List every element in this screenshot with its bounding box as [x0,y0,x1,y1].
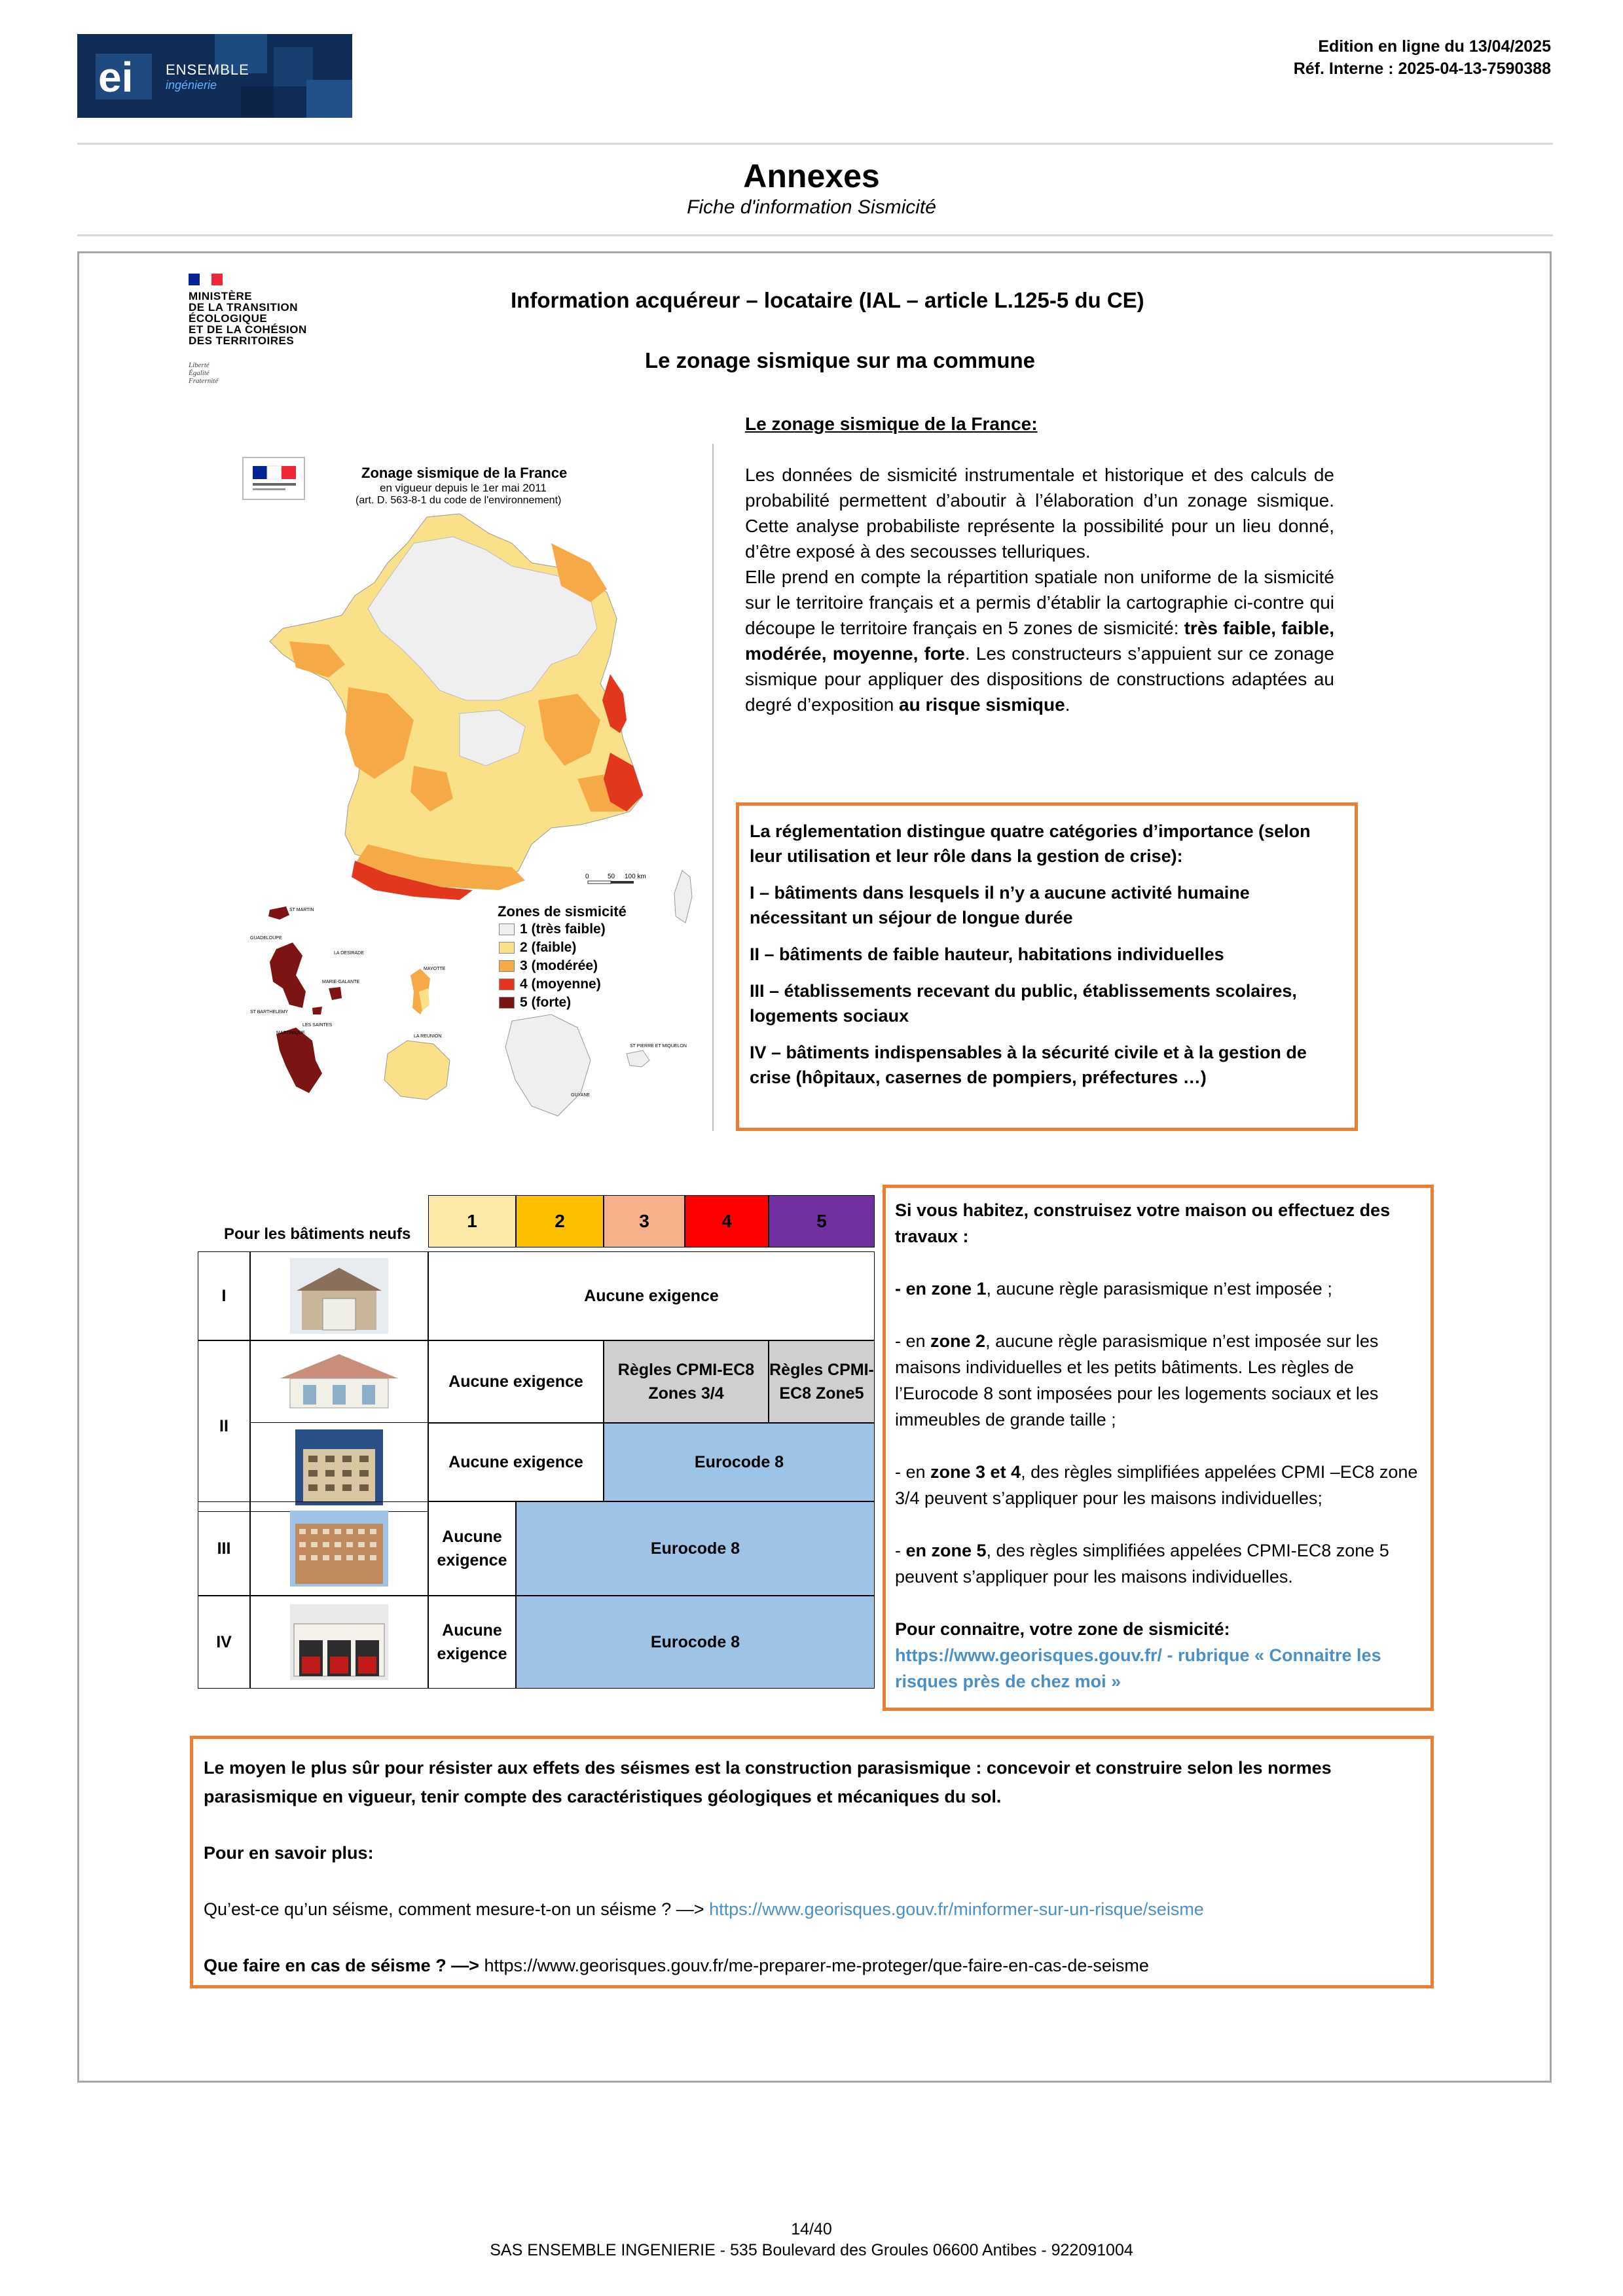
habitat-box [883,1185,1434,1711]
regulation-item-I: I – bâtiments dans lesquels il n’y a aucune activité humaine nécessitant un séjour de longue durée [750,883,1250,927]
zonage-paragraph-2: Elle prend en compte la répartition spatiale non uniforme de la sismicité sur le territoire français et a permis d’établir la cartographie ci-contre qui découpe le territoire français en 5 zones de sismicité: très faible, faible, modérée, moyenne, forte. Les constructeurs s’appuient sur ce zonage sismique pour appliquer des dispositions de constructions adaptées au degré d’exposition au risque sismique. [745,567,1334,715]
subtitle-divider [77,234,1553,236]
legend-swatch [499,924,515,935]
habitat-know-zone: Pour connaitre, votre zone de sismicité: https://www.georisques.gouv.fr/ - rubrique « Connaitre les risques près de chez moi » [895,1619,1381,1691]
scale-label-0: 0 [585,873,589,880]
row-III-category: III [198,1501,250,1596]
zonage-paragraph-1: Les données de sismicité instrumentale et historique et des calculs de probabilité permettent d’aboutir à l’élaboration d’un zonage sismique. Cette analyse probabiliste représente la possibilité pour un lieu donné, d’être exposé à des secousses telluriques. [745,465,1334,562]
regulation-intro: La réglementation distingue quatre catégories d’importance (selon leur utilisation et leur rôle dans la gestion de crise): [750,821,1311,866]
map-reference: (art. D. 563-8-1 du code de l'environnement) [356,495,562,506]
row-II-apartment-photo-cell [250,1423,428,1512]
zone-header-3: 3 [604,1195,685,1247]
info-what-is-earthquake: Qu’est-ce qu’un séisme, comment mesure-t-on un séisme ? —> https://www.georisques.gouv.fr/minformer-sur-un-risque/seisme [204,1899,1204,1919]
ministry-name: MINISTÈRE DE LA TRANSITION ÉCOLOGIQUE ET DE LA COHÉSION DES TERRITOIRES [189,290,307,347]
island-label-reunion: LA REUNION [414,1034,442,1039]
footer-company: SAS ENSEMBLE INGENIERIE - 535 Boulevard des Groules 06600 Antibes - 922091004 [490,2241,1133,2259]
legend-item-zone1: 1 (très faible) [499,922,606,937]
page-number: 14/40 [791,2220,832,2238]
building-I-photo-icon [290,1258,388,1334]
building-II-house-photo-icon [274,1349,405,1414]
page-title: Annexes [743,158,880,194]
habitat-intro: Si vous habitez, construisez votre maison ou effectuez des travaux : [895,1200,1391,1246]
page-subtitle: Fiche d'information Sismicité [687,196,936,218]
zone-header-5: 5 [769,1195,875,1247]
row-I-category: I [198,1251,250,1340]
row-II-house-photo-cell [250,1340,428,1423]
que-faire-link[interactable]: https://www.georisques.gouv.fr/me-preparer-me-proteger/que-faire-en-cas-de-seisme [479,1956,1149,1975]
info-paragraph-1: Le moyen le plus sûr pour résister aux effets des séismes est la construction parasismique : concevoir et construire selon les normes parasismique en vigueur, tenir compte des caractéristiques géologiques et mécaniques du sol. [204,1758,1332,1806]
logo-text: ENSEMBLE [166,62,249,78]
logo-mark-icon [96,54,152,99]
habitat-zone5: - en zone 5, des règles simplifiées appelées CPMI-EC8 zone 5 peuvent s’appliquer pour les maisons individuelles. [895,1541,1389,1587]
regulation-item-III: III – établissements recevant du public, établissements scolaires, logements sociaux [750,981,1297,1026]
row-IV-zone2345: Eurocode 8 [516,1596,875,1689]
legend-item-zone5: 5 (forte) [499,995,571,1011]
regulation-box [736,802,1358,1131]
island-label-guyane: GUYANE [571,1093,591,1098]
legend-title: Zones de sismicité [498,903,627,920]
island-label-martinique: MARTINIQUE [276,1031,305,1035]
row-II-b-zone345: Eurocode 8 [604,1423,875,1501]
legend-item-zone2: 2 (faible) [499,940,576,956]
georisques-link[interactable]: https://www.georisques.gouv.fr/ - rubrique « Connaitre les risques près de chez moi » [895,1645,1381,1691]
habitat-zone2: - en zone 2, aucune règle parasismique n’est imposée sur les maisons individuelles et les petits bâtiments. Les règles de l’Eurocode 8 sont imposées pour les logements sociaux et les immeubles de grande taille ; [895,1331,1379,1429]
seisme-info-link[interactable]: https://www.georisques.gouv.fr/minformer-sur-un-risque/seisme [709,1899,1204,1919]
legend-swatch [499,960,515,972]
map-subtitle: en vigueur depuis le 1er mai 2011 [380,482,547,494]
zone-header-1: 1 [428,1195,516,1247]
company-logo [77,34,352,118]
zonage-france-heading: Le zonage sismique de la France: [745,414,1038,434]
zonage-title: Le zonage sismique sur ma commune [645,348,1035,372]
row-IV-category: IV [198,1596,250,1689]
french-flag-icon [189,274,223,285]
habitat-zone34: - en zone 3 et 4, des règles simplifiées appelées CPMI –EC8 zone 3/4 peuvent s’appliquer pour les maisons individuelles; [895,1462,1418,1508]
row-I-photo-cell [250,1251,428,1340]
zone-header-4: 4 [685,1195,769,1247]
row-III-zone1: Aucune exigence [428,1501,516,1596]
island-label-mariegalante: MARIE-GALANTE [322,980,360,984]
zonage-france-text [745,462,1334,717]
island-label-saintes: LES SAINTES [302,1023,333,1028]
legend-swatch [499,978,515,990]
row-II-a-zone34: Règles CPMI-EC8 Zones 3/4 [604,1340,769,1423]
info-box [190,1736,1434,1988]
row-I-requirement: Aucune exigence [428,1251,875,1340]
ial-title: Information acquéreur – locataire (IAL – article L.125-5 du CE) [511,288,1144,312]
legend-swatch [499,997,515,1009]
legend-item-zone4: 4 (moyenne) [499,977,601,992]
island-label-mayotte: MAYOTTE [424,967,446,971]
building-IV-photo-icon [290,1604,388,1680]
ministry-map-logo-icon [242,457,305,500]
island-label-stbarth: ST BARTHELEMY [250,1010,289,1014]
zone-header-2: 2 [516,1195,604,1247]
map-title: Zonage sismique de la France [361,465,568,481]
svg-text:ei: ei [98,54,134,99]
france-seismic-map-graphic [224,504,712,1132]
row-III-zone2345: Eurocode 8 [516,1501,875,1596]
regulation-item-II: II – bâtiments de faible hauteur, habitations individuelles [750,944,1224,964]
island-label-guadeloupe: GUADELOUPE [250,936,282,941]
island-label-desirade: LA DESIRADE [334,951,364,956]
logo-subtext: ingénierie [166,79,217,92]
row-IV-zone1: Aucune exigence [428,1596,516,1689]
edition-info [1294,35,1551,80]
legend-item-zone3: 3 (modérée) [499,958,598,974]
island-label-stmartin: ST MARTIN [289,908,314,912]
row-II-a-zone5: Règles CPMI-EC8 Zone5 [769,1340,875,1423]
legend-swatch [499,942,515,954]
info-what-to-do: Que faire en cas de séisme ? —> https://www.georisques.gouv.fr/me-preparer-me-proteger/que-faire-en-cas-de-seisme [204,1956,1149,1975]
row-II-b-zone12: Aucune exigence [428,1423,604,1501]
header-divider [77,143,1553,145]
row-IV-photo-cell [250,1596,428,1689]
info-more-heading: Pour en savoir plus: [204,1843,374,1863]
internal-reference: Réf. Interne : 2025-04-13-7590388 [1293,60,1551,78]
republic-motto: Liberté Égalité Fraternité [189,361,219,385]
island-label-stpierre: ST PIERRE ET MIQUELON [630,1044,687,1049]
row-II-a-zone12: Aucune exigence [428,1340,604,1423]
building-II-apartment-photo-icon [295,1429,383,1505]
row-III-photo-cell [250,1501,428,1596]
table-corner-label: Pour les bâtiments neufs [224,1225,411,1243]
building-III-photo-icon [290,1511,388,1587]
scale-label-1: 50 [608,873,615,880]
edition-date: Edition en ligne du 13/04/2025 [1318,37,1551,56]
scale-label-2: 100 km [625,873,646,880]
habitat-zone1: - en zone 1, aucune règle parasismique n’est imposée ; [895,1279,1332,1299]
row-II-category: II [198,1340,250,1512]
regulation-item-IV: IV – bâtiments indispensables à la sécurité civile et à la gestion de crise (hôpitaux, casernes de pompiers, préfectures …) [750,1043,1307,1087]
